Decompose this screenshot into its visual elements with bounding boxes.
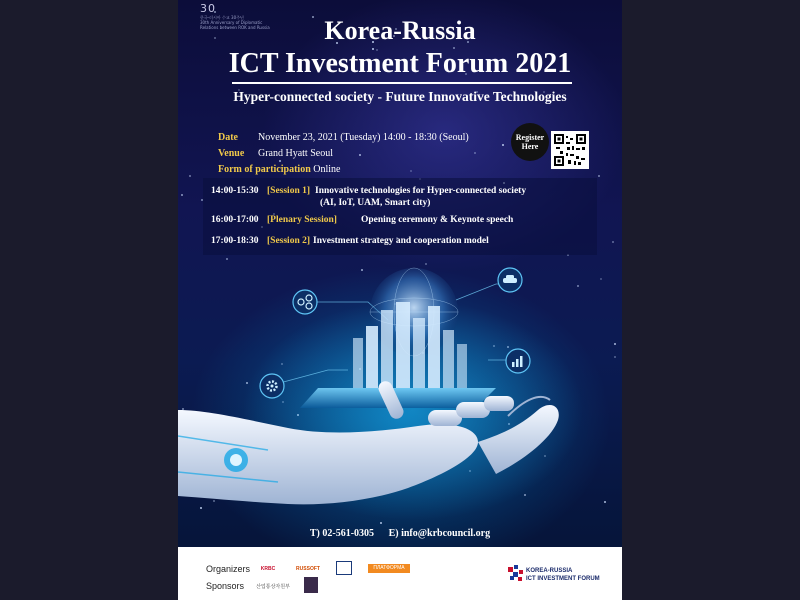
schedule-description: Innovative technologies for Hyper-connected society <box>315 186 527 196</box>
forum-brand-logo <box>508 565 608 585</box>
krbc-logo: KRBC <box>260 566 276 572</box>
star <box>181 194 183 196</box>
star <box>279 160 281 162</box>
venue-value: Grand Hyatt Seoul <box>258 148 333 159</box>
nti-platform-logo: ПЛАТФОРМА НТИ <box>368 564 410 573</box>
link-node-icon <box>293 290 317 314</box>
sponsor-globe-logo <box>374 580 398 590</box>
schedule-description: Investment strategy and cooperation model <box>313 236 489 246</box>
gear-icon <box>260 374 284 398</box>
schedule-session: [Plenary Session] <box>267 215 337 225</box>
forum-brand-line-2: ICT INVESTMENT FORUM <box>526 576 600 582</box>
left-backdrop <box>0 0 178 600</box>
right-backdrop <box>622 0 800 600</box>
star <box>502 144 504 146</box>
anniversary-subcaption: 30th Anniversary of Diplomatic Relations between ROK and Russia <box>200 20 270 30</box>
forum-mark-icon <box>508 565 524 583</box>
participation-label: Form of participation <box>218 164 311 175</box>
star <box>359 154 361 156</box>
star <box>189 175 191 177</box>
robot-hand-illustration <box>178 260 622 540</box>
participation-row <box>218 164 340 175</box>
schedule-time: 17:00-18:30 <box>211 236 259 246</box>
star <box>410 170 412 172</box>
organizers-label: Organizers <box>206 564 251 574</box>
contact-phone: T) 02-561-0305 <box>309 528 375 539</box>
anniversary-caption: 한국-러시아 수교 30주년 <box>200 15 244 20</box>
schedule-session: [Session 2] <box>267 236 311 246</box>
russian-eagle-logo <box>340 577 354 593</box>
star <box>474 152 476 154</box>
contact-line <box>178 528 622 539</box>
date-label: Date <box>218 132 238 143</box>
russoft-logo: RUSSOFT <box>296 566 320 572</box>
sponsor-crest-logo <box>304 577 318 593</box>
event-poster <box>178 0 622 600</box>
forum-brand-text <box>526 567 600 583</box>
chart-icon <box>506 349 530 373</box>
organizer-emblem-logo <box>336 561 352 575</box>
registration-qr-code[interactable] <box>551 131 589 169</box>
schedule-description-2: (AI, IoT, UAM, Smart city) <box>320 198 431 208</box>
car-icon <box>498 268 522 292</box>
venue-label: Venue <box>218 148 245 159</box>
contact-email[interactable]: E) info@krbcouncil.org <box>388 528 491 539</box>
title-line-2: ICT Investment Forum 2021 <box>228 48 572 79</box>
schedule-table <box>203 178 597 255</box>
star <box>598 175 600 177</box>
anniversary-number: 30 <box>200 2 216 15</box>
qr-code-icon <box>554 134 586 166</box>
participation-value: Online <box>313 164 341 175</box>
title-underline <box>232 82 572 84</box>
sponsor-footer <box>178 547 622 600</box>
star <box>612 241 614 243</box>
date-row <box>218 132 469 143</box>
sponsors-label: Sponsors <box>206 581 245 591</box>
schedule-session: [Session 1] <box>267 186 311 196</box>
venue-row <box>218 148 333 159</box>
forum-brand-line-1: KOREA-RUSSIA <box>526 568 573 574</box>
subtitle: Hyper-connected society - Future Innovative Technologies <box>233 89 567 104</box>
date-value: November 23, 2021 (Tuesday) 14:00 - 18:30 (Seoul) <box>258 132 469 143</box>
title-line-1: Korea-Russia <box>324 16 476 45</box>
ministry-logo: 산업통상자원부 <box>256 584 290 590</box>
schedule-time: 14:00-15:30 <box>211 186 259 196</box>
schedule-time: 16:00-17:00 <box>211 215 259 225</box>
register-button[interactable]: Register Here <box>511 123 549 161</box>
schedule-description: Opening ceremony & Keynote speech <box>361 215 514 225</box>
